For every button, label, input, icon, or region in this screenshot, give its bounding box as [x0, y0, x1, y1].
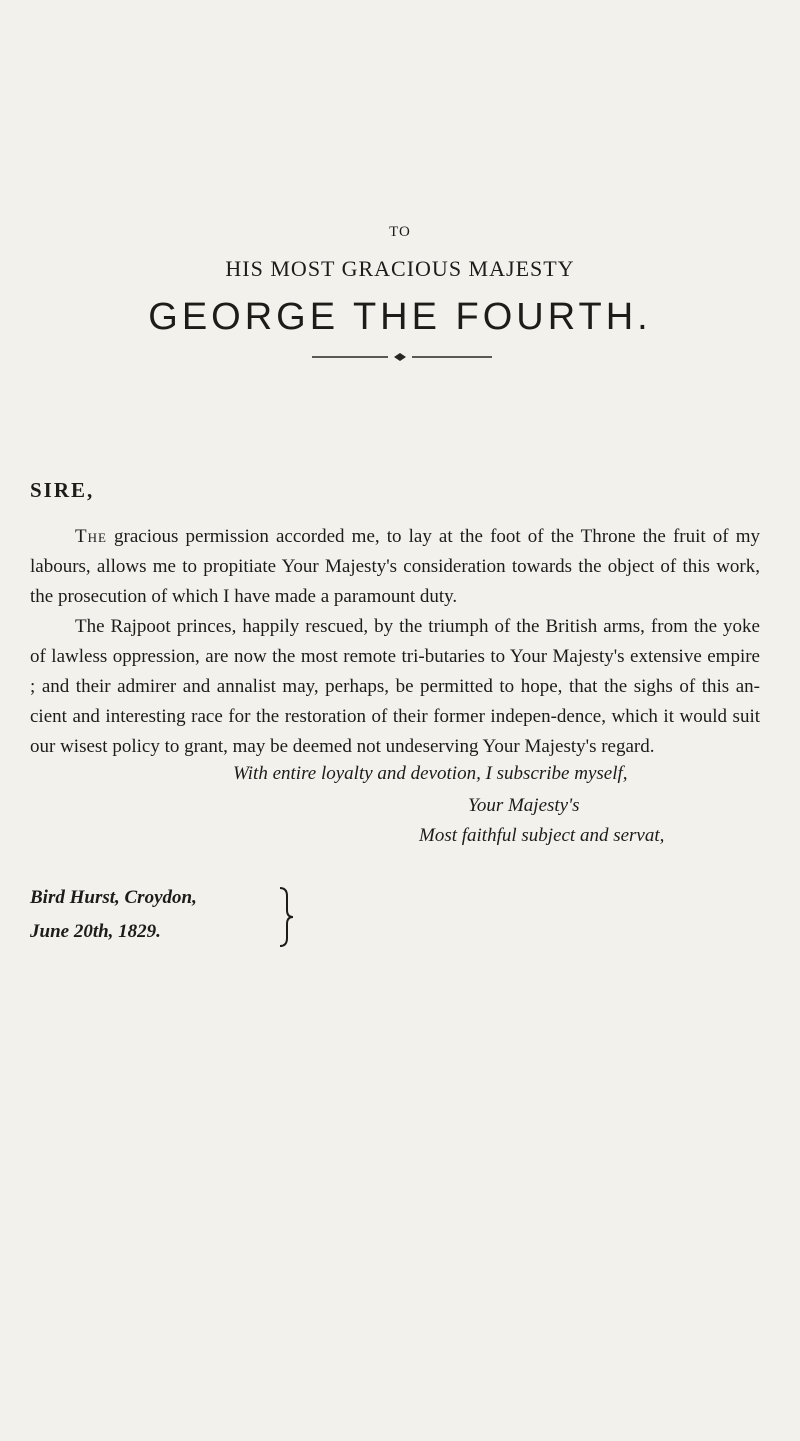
- closing-line-2: Your Majesty's: [468, 795, 580, 816]
- paragraph-1-lead: The: [75, 526, 107, 547]
- dedication-to: TO: [389, 224, 411, 240]
- paragraph-1: [30, 522, 760, 612]
- place-line: Bird Hurst, Croydon,: [30, 887, 197, 908]
- paragraph-1-text: gracious permission accorded me, to lay at the foot of the Throne the fruit of my labours, allows me to propitiate Your Majesty's consideration towards the object of this work, the prosecution of which I have made a paramount duty.: [30, 526, 760, 607]
- divider-ornament: [312, 351, 492, 363]
- letter-body: [30, 522, 760, 762]
- paragraph-2: [30, 612, 760, 762]
- dedication-king-title: GEORGE THE FOURTH.: [148, 296, 652, 338]
- closing-line-3: Most faithful subject and servat,: [419, 825, 665, 846]
- paragraph-2-text: The Rajpoot princes, happily rescued, by the triumph of the British arms, from the yoke of lawless oppression, are now the most remote tri-butaries to Your Majesty's extensive empire ; and their admirer and annalist may, perhaps, be permitted to hope, that the sighs of this an-cient and interesting race for the restoration of their former indepen-dence, which it would suit our wisest policy to grant, may be deemed not undeserving Your Majesty's regard.: [30, 616, 760, 757]
- right-brace-icon: [278, 886, 294, 948]
- closing-line-1: With entire loyalty and devotion, I subscribe myself,: [233, 763, 628, 784]
- salutation: SIRE,: [30, 478, 95, 502]
- date-line: June 20th, 1829.: [30, 921, 161, 942]
- dedication-recipient: HIS MOST GRACIOUS MAJESTY: [225, 256, 575, 281]
